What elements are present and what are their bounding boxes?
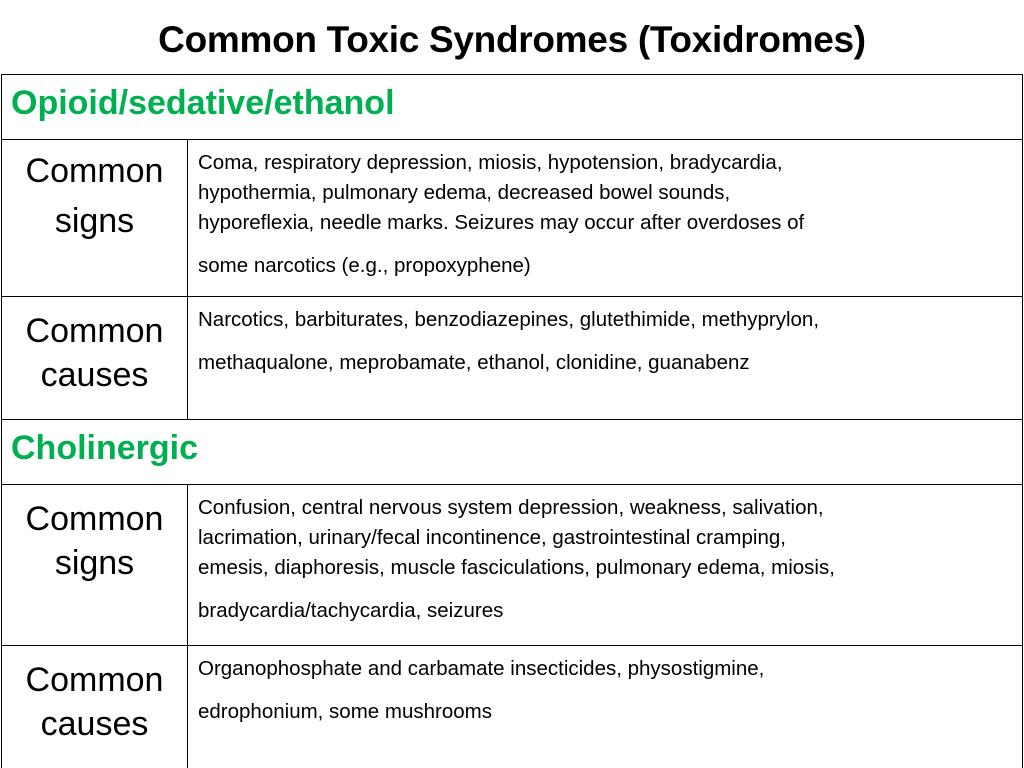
- section-header-row: [2, 75, 1023, 140]
- description-line: hyporeflexia, needle marks. Seizures may occur after overdoses of: [198, 211, 805, 234]
- description-line: edrophonium, some mushrooms: [198, 700, 492, 723]
- description-line: lacrimation, urinary/fecal incontinence, gastrointestinal cramping,: [198, 526, 786, 549]
- row-label: [2, 297, 188, 420]
- row-label-line: Common: [25, 152, 164, 190]
- row-label-line: Common: [25, 500, 164, 538]
- description-line: hypothermia, pulmonary edema, decreased bowel sounds,: [198, 181, 731, 204]
- description-line: Narcotics, barbiturates, benzodiazepines, glutethimide, methyprylon,: [198, 308, 820, 331]
- section-header-row: [2, 420, 1023, 485]
- table-row: [2, 140, 1023, 297]
- row-label-line: signs: [54, 544, 135, 582]
- row-description: [188, 140, 1023, 297]
- row-label: [2, 140, 188, 297]
- section-heading: Opioid/sedative/ethanol: [2, 75, 1023, 140]
- row-label: [2, 646, 188, 768]
- row-label-line: signs: [54, 202, 135, 240]
- description-line: Organophosphate and carbamate insecticides, physostigmine,: [198, 657, 765, 680]
- section-heading: Cholinergic: [2, 420, 1023, 485]
- description-line: bradycardia/tachycardia, seizures: [198, 599, 504, 622]
- table-row: [2, 646, 1023, 768]
- description-line: methaqualone, meprobamate, ethanol, clonidine, guanabenz: [198, 351, 750, 374]
- row-label: [2, 485, 188, 646]
- description-line: some narcotics (e.g., propoxyphene): [198, 254, 531, 277]
- description-line: Coma, respiratory depression, miosis, hypotension, bradycardia,: [198, 151, 783, 174]
- description-line: emesis, diaphoresis, muscle fasciculations, pulmonary edema, miosis,: [198, 556, 835, 579]
- slide-title: Common Toxic Syndromes (Toxidromes): [158, 19, 866, 60]
- toxidromes-table: [1, 74, 1023, 768]
- table-row: [2, 297, 1023, 420]
- row-label-line: causes: [40, 356, 149, 394]
- description-line: Confusion, central nervous system depression, weakness, salivation,: [198, 496, 824, 519]
- row-label-line: Common: [25, 312, 164, 350]
- row-description: [188, 646, 1023, 768]
- row-description: [188, 297, 1023, 420]
- row-description: [188, 485, 1023, 646]
- row-label-line: causes: [40, 705, 149, 743]
- table-row: [2, 485, 1023, 646]
- row-label-line: Common: [25, 661, 164, 699]
